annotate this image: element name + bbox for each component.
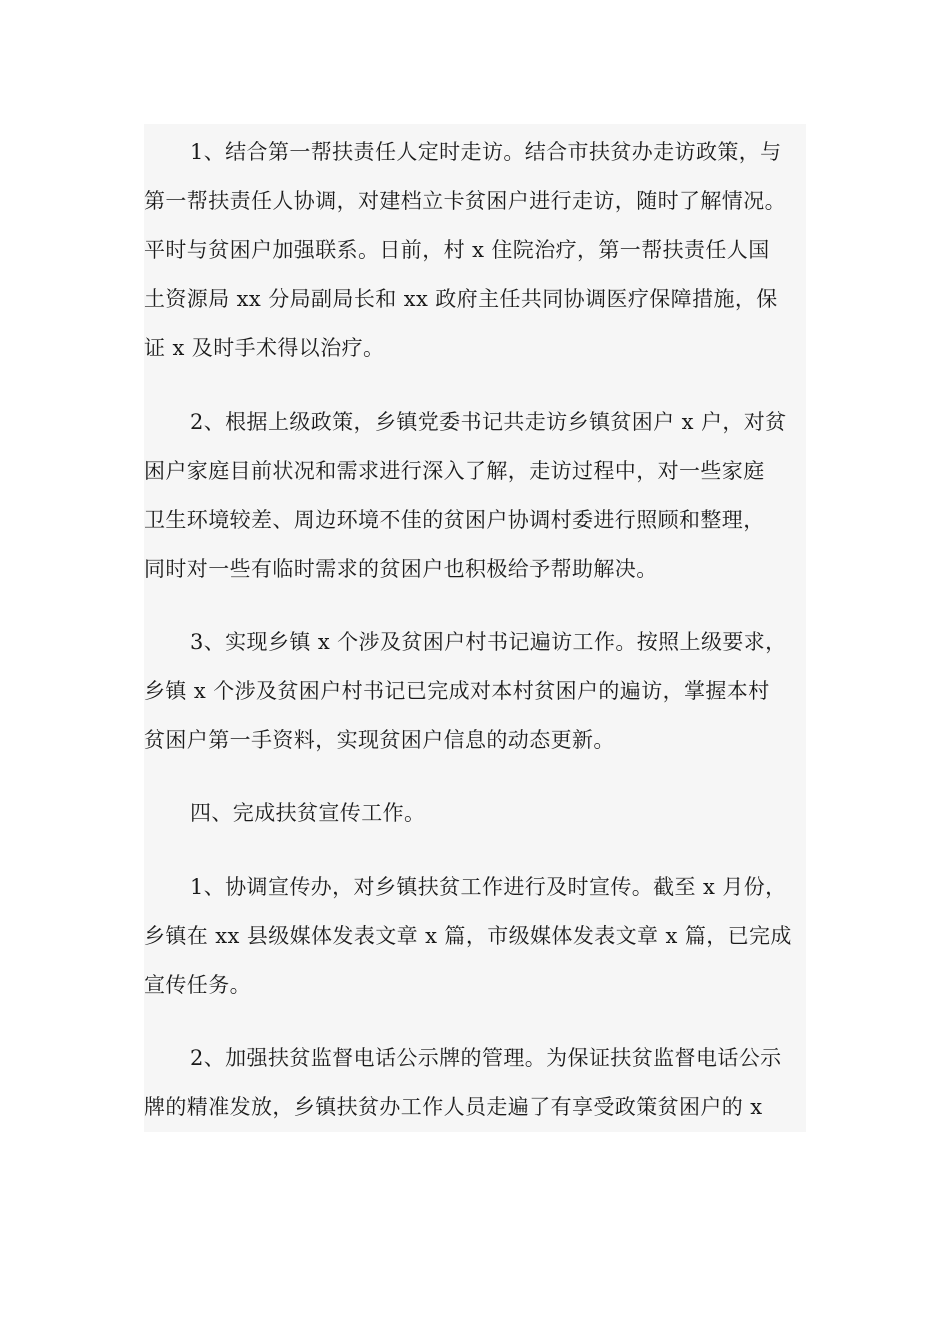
- paragraph-line: 土资源局 xx 分局副局长和 xx 政府主任共同协调医疗保障措施，保: [144, 287, 778, 311]
- section-heading-text: 四、完成扶贫宣传工作。: [190, 801, 426, 825]
- document-text-block: [144, 124, 806, 1132]
- paragraph-3: [144, 618, 806, 765]
- paragraph-line: 牌的精准发放，乡镇扶贫办工作人员走遍了有享受政策贫困户的 x: [144, 1095, 763, 1119]
- paragraph-line: 贫困户第一手资料，实现贫困户信息的动态更新。: [144, 728, 615, 752]
- paragraph-5: [144, 863, 806, 1010]
- paragraph-6: [144, 1034, 806, 1132]
- paragraph-line: 证 x 及时手术得以治疗。: [144, 336, 385, 360]
- paragraph-line: 2、根据上级政策，乡镇党委书记共走访乡镇贫困户 x 户，对贫: [190, 410, 787, 434]
- paragraph-line: 1、结合第一帮扶责任人定时走访。结合市扶贫办走访政策，与: [190, 140, 782, 164]
- paragraph-1: [144, 128, 806, 373]
- section-heading: [144, 789, 806, 838]
- paragraph-line: 3、实现乡镇 x 个涉及贫困户村书记遍访工作。按照上级要求，: [190, 630, 787, 654]
- paragraph-line: 平时与贫困户加强联系。日前，村 x 住院治疗，第一帮扶责任人国: [144, 238, 770, 262]
- paragraph-2: [144, 398, 806, 594]
- paragraph-line: 1、协调宣传办，对乡镇扶贫工作进行及时宣传。截至 x 月份，: [190, 875, 787, 899]
- paragraph-line: 乡镇在 xx 县级媒体发表文章 x 篇，市级媒体发表文章 x 篇，已完成: [144, 924, 792, 948]
- paragraph-line: 宣传任务。: [144, 973, 251, 997]
- paragraph-line: 同时对一些有临时需求的贫困户也积极给予帮助解决。: [144, 557, 658, 581]
- paragraph-line: 2、加强扶贫监督电话公示牌的管理。为保证扶贫监督电话公示: [190, 1046, 782, 1070]
- paragraph-line: 困户家庭目前状况和需求进行深入了解，走访过程中，对一些家庭: [144, 459, 765, 483]
- paragraph-line: 乡镇 x 个涉及贫困户村书记已完成对本村贫困户的遍访，掌握本村: [144, 679, 770, 703]
- paragraph-line: 第一帮扶责任人协调，对建档立卡贫困户进行走访，随时了解情况。: [144, 189, 786, 213]
- paragraph-line: 卫生环境较差、周边环境不佳的贫困户协调村委进行照顾和整理，: [144, 508, 765, 532]
